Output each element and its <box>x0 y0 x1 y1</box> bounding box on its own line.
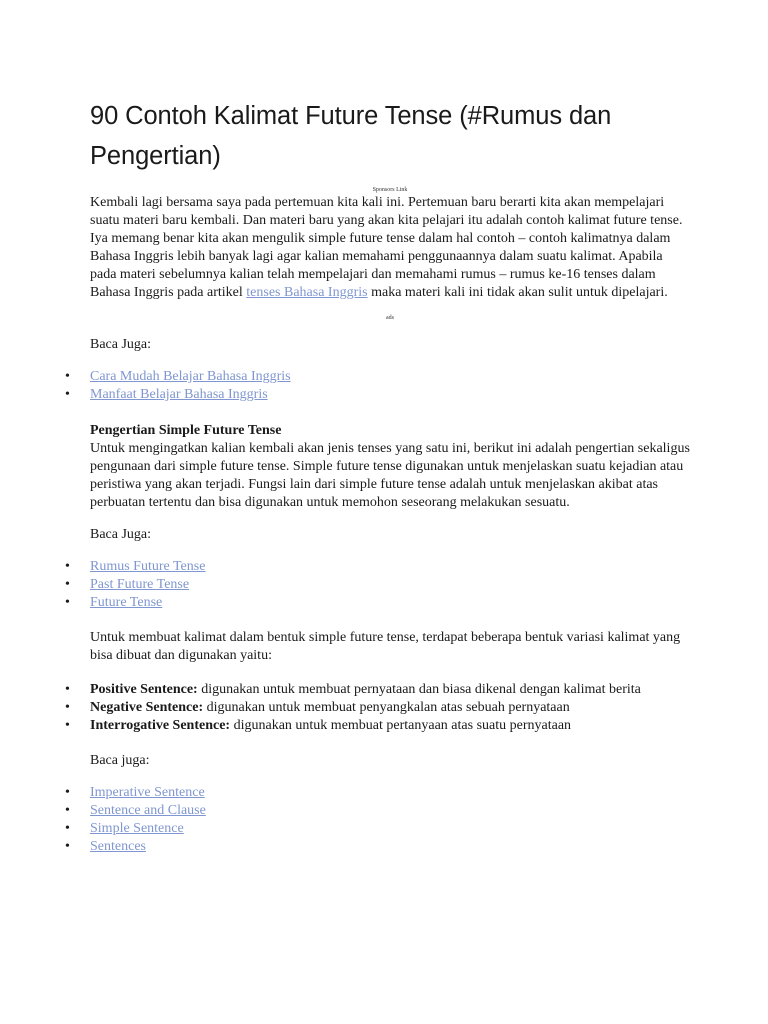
intro-text-end: maka materi kali ini tidak akan sulit untuk dipelajari. <box>367 285 668 300</box>
baca-juga-list <box>90 784 690 856</box>
baca-juga-list <box>90 558 690 612</box>
article <box>90 96 690 856</box>
intro-text: Kembali lagi bersama saya pada pertemuan kita kali ini. Pertemuan baru berarti kita akan mempelajari suatu materi baru kembali. Dan materi baru yang akan kita pelajari itu adalah contoh kalimat future tense. Iya memang benar kita akan mengulik simple future tense dalam hal contoh – contoh kalimatnya dalam Bahasa Inggris lebih banyak lagi agar kalian memahami penggunaannya dalam suatu kalimat. Apabila pada materi sebelumnya kalian telah mempelajari dan memahami rumus – rumus ke-16 tenses dalam Bahasa Inggris pada artikel <box>90 195 683 300</box>
list-item <box>90 699 690 717</box>
page-title: 90 Contoh Kalimat Future Tense (#Rumus dan Pengertian) <box>90 102 612 170</box>
link-sentences[interactable]: Sentences <box>90 839 146 854</box>
intro-paragraph <box>90 194 690 302</box>
link-cara-mudah-belajar[interactable]: Cara Mudah Belajar Bahasa Inggris <box>90 369 291 384</box>
list-item <box>90 558 690 576</box>
baca-juga-label: Baca Juga: <box>90 337 152 352</box>
list-item <box>90 386 690 404</box>
term: Negative Sentence: <box>90 700 204 715</box>
link-imperative-sentence[interactable]: Imperative Sentence <box>90 785 205 800</box>
link-rumus-future-tense[interactable]: Rumus Future Tense <box>90 559 206 574</box>
term: Positive Sentence: <box>90 682 198 697</box>
list-item <box>90 838 690 856</box>
pengertian-paragraph: Untuk mengingatkan kalian kembali akan jenis tenses yang satu ini, berikut ini adalah pengertian sekaligus pengunaan dari simple future tense. Simple future tense digunakan untuk menjelaskan suatu kejadian atau peristiwa yang akan terjadi. Fungsi lain dari simple future tense adalah untuk menjelaskan akibat atas perbuatan tertentu dan bisa digunakan untuk memohon seseorang melakukan sesuatu. <box>90 441 690 510</box>
link-future-tense[interactable]: Future Tense <box>90 595 163 610</box>
link-simple-sentence[interactable]: Simple Sentence <box>90 821 184 836</box>
list-item <box>90 784 690 802</box>
baca-juga-label: Baca juga: <box>90 753 150 768</box>
list-item <box>90 681 690 699</box>
link-manfaat-belajar[interactable]: Manfaat Belajar Bahasa Inggris <box>90 387 268 402</box>
desc: digunakan untuk membuat pernyataan dan biasa dikenal dengan kalimat berita <box>197 682 641 697</box>
link-past-future-tense[interactable]: Past Future Tense <box>90 577 190 592</box>
variasi-intro: Untuk membuat kalimat dalam bentuk simple future tense, terdapat beberapa bentuk variasi kalimat yang bisa dibuat dan digunakan yaitu: <box>90 630 681 663</box>
term: Interrogative Sentence: <box>90 718 231 733</box>
list-item <box>90 717 690 735</box>
list-item <box>90 802 690 820</box>
ads-label: ads <box>386 315 394 321</box>
section-heading: Pengertian Simple Future Tense <box>90 423 282 438</box>
link-tenses-bahasa-inggris[interactable]: tenses Bahasa Inggris <box>246 285 368 300</box>
sponsors-label: Sponsors Link <box>372 187 408 193</box>
list-item <box>90 576 690 594</box>
baca-juga-label: Baca Juga: <box>90 527 152 542</box>
desc: digunakan untuk membuat pertanyaan atas suatu pernyataan <box>230 718 572 733</box>
desc: digunakan untuk membuat penyangkalan atas sebuah pernyataan <box>203 700 570 715</box>
list-item <box>90 820 690 838</box>
list-item <box>90 594 690 612</box>
link-sentence-and-clause[interactable]: Sentence and Clause <box>90 803 206 818</box>
variasi-list <box>90 681 690 735</box>
list-item <box>90 368 690 386</box>
baca-juga-list <box>90 368 690 404</box>
